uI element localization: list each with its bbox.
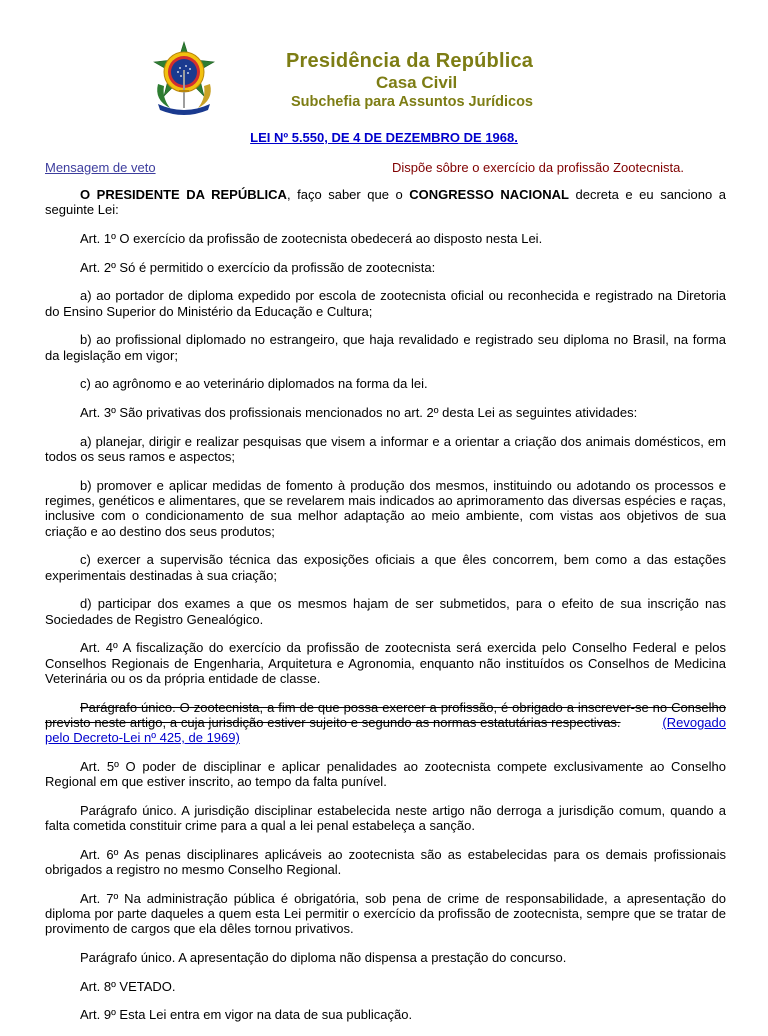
article-3-item-a: a) planejar, dirigir e realizar pesquisas que visem a informar e a orientar a criação dos animais domésticos, em todos os seus ramos e aspectos; <box>45 433 726 464</box>
law-title <box>0 130 768 145</box>
header-subtitle2: Subchefia para Assuntos Jurídicos <box>291 94 533 110</box>
article-5-sole-paragraph: Parágrafo único. A jurisdição disciplinar estabelecida neste artigo não derroga a jurisdição comum, quando a falta cometida constituir crime para a qual a lei penal estabeleça a sanção. <box>45 802 726 834</box>
article-2-item-a: a) ao portador de diploma expedido por escola de zootecnista oficial ou reconhecida e registrado na Diretoria do Ensino Superior do Ministério da Educação e Cultura; <box>45 288 726 319</box>
preamble-text-2: decreta e eu sanciono a seguinte Lei: <box>45 187 727 218</box>
header <box>0 0 768 125</box>
law-body <box>45 187 726 1036</box>
article-6: Art. 6º As penas disciplinares aplicáveis ao zootecnista são as estabelecidas para os demais profissionais obrigados a registro no mesmo Conselho Regional. <box>45 846 726 878</box>
article-4-sole-paragraph-revoked <box>45 700 726 746</box>
article-2: Art. 2º Só é permitido o exercício da profissão de zootecnista: <box>80 259 436 275</box>
article-2-item-b: b) ao profissional diplomado no estrangeiro, que haja revalidado e registrado seu diploma no Brasil, na forma da legislação em vigor; <box>45 332 726 363</box>
header-subtitle: Casa Civil <box>376 73 458 92</box>
revoked-by-link[interactable]: (Revogado pelo Decreto-Lei nº 425, de 1969) <box>45 714 726 746</box>
article-8: Art. 8º VETADO. <box>80 978 176 994</box>
article-5: Art. 5º O poder de disciplinar e aplicar penalidades ao zootecnista compete exclusivamente ao Conselho Regional em que estiver inscrito, ao tempo da falta punível. <box>45 758 726 790</box>
law-title-link[interactable]: LEI Nº 5.550, DE 4 DE DEZEMBRO DE 1968. <box>250 130 518 145</box>
preamble-congress: CONGRESSO NACIONAL <box>409 187 569 202</box>
article-3-item-d: d) participar dos exames a que os mesmos hajam de ser submetidos, para o efeito de sua inscrição nas Sociedades de Registro Genealógico. <box>45 596 726 627</box>
ementa: Dispõe sôbre o exercício da profissão Zootecnista. <box>392 160 684 175</box>
preamble <box>45 187 726 218</box>
header-title: Presidência da República <box>286 50 534 72</box>
veto-link[interactable]: Mensagem de veto <box>45 160 156 175</box>
revoked-text: Parágrafo único. O zootecnista, a fim de que possa exercer a profissão, é obrigado a inscrever-se no Conselho previsto neste artigo, a cuja jurisdição estiver sujeito e segundo as normas estatutárias respectivas. <box>45 699 726 730</box>
preamble-president: O PRESIDENTE DA REPÚBLICA <box>80 187 287 202</box>
article-3: Art. 3º São privativas dos profissionais mencionados no art. 2º desta Lei as seguintes atividades: <box>80 405 638 421</box>
article-3-item-b: b) promover e aplicar medidas de fomento à produção dos mesmos, instituindo ou adotando os processos e regimes, genéticos e alimentares, que se revelarem mais indicados ao aprimoramento das diversas espécies e raças, inclusive com o condicionamento de sua melhor adaptação ao meio ambiente, com vistas aos objetivos de sua criação e ao destino dos seus produtos; <box>45 477 726 539</box>
article-1: Art. 1º O exercício da profissão de zootecnista obedecerá ao disposto nesta Lei. <box>80 230 543 246</box>
brazil-coat-of-arms-icon <box>148 40 220 116</box>
article-7-sole-paragraph: Parágrafo único. A apresentação do diploma não dispensa a prestação do concurso. <box>80 950 567 966</box>
article-7: Art. 7º Na administração pública é obrigatória, sob pena de crime de responsabilidade, a apresentação do diploma por parte daqueles a quem esta Lei permitir o exercício da profissão de zootecnista, sempre que se tratar de provimento de cargos que ela dêles tornou privativos. <box>45 890 726 937</box>
article-2-item-c: c) ao agrônomo e ao veterinário diplomados na forma da lei. <box>80 376 428 392</box>
article-9: Art. 9º Esta Lei entra em vigor na data de sua publicação. <box>80 1007 413 1023</box>
preamble-text-1: , faço saber que o <box>286 187 410 202</box>
article-4: Art. 4º A fiscalização do exercício da profissão de zootecnista será exercida pelo Conselho Federal e pelos Conselhos Regionais de Engenharia, Arquitetura e Agronomia, enquanto não instituídos os Conselhos de Medicina Veterinária ou os da própria entidade de classe. <box>45 640 726 686</box>
article-3-item-c: c) exercer a supervisão técnica das exposições oficiais a que êles concorrem, bem como a das estações experimentais destinadas à sua criação; <box>45 552 726 583</box>
